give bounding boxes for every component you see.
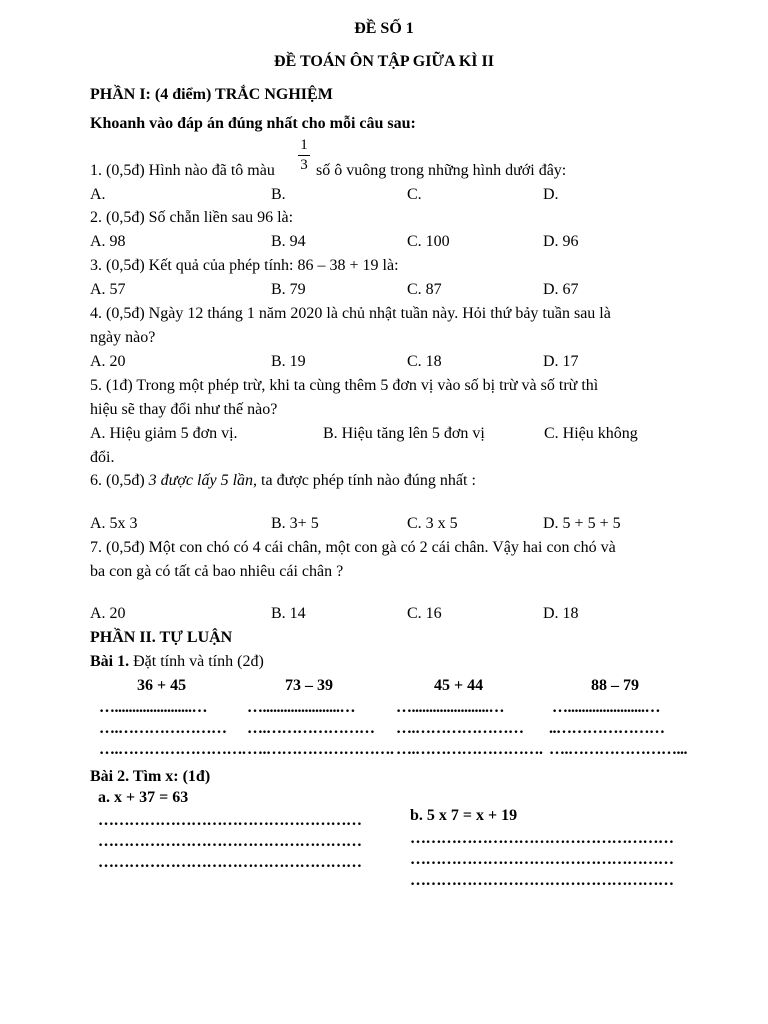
q7-option-b[interactable]: B. 14 [271,605,306,622]
question-5-line1: 5. (1đ) Trong một phép trừ, khi ta cùng thêm 5 đơn vị vào số bị trừ và số trừ thì [90,377,599,394]
q6-option-d[interactable]: D. 5 + 5 + 5 [543,515,621,532]
q7-option-c[interactable]: C. 16 [407,605,442,622]
q6-option-b[interactable]: B. 3+ 5 [271,515,319,532]
q2-option-c[interactable]: C. 100 [407,233,450,250]
answer-line[interactable]: …......................… [552,699,660,716]
fraction-denominator: 3 [300,157,308,173]
question-6 [90,471,476,491]
question-6-prefix: 6. (0,5đ) [90,472,149,489]
document-title: ĐỀ SỐ 1 [354,20,414,37]
q3-option-b[interactable]: B. 79 [271,281,306,298]
question-7-line1: 7. (0,5đ) Một con chó có 4 cái chân, một con gà có 2 cái chân. Vậy hai con chó và [90,539,616,556]
bai2-part-a: a. x + 37 = 63 [98,789,189,806]
bai1-label: Bài 1. [90,653,130,670]
fraction-bar [298,155,310,156]
bai1-problem-4: 88 – 79 [591,677,639,694]
q4-option-c[interactable]: C. 18 [407,353,442,370]
answer-line[interactable]: …………………………………………… [410,830,674,847]
answer-line[interactable]: ..………………… [549,720,665,737]
q1-option-a[interactable]: A. [90,186,106,203]
bai1-problem-2: 73 – 39 [285,677,333,694]
answer-line[interactable]: ….……………………. [396,741,543,758]
document-subtitle: ĐỀ TOÁN ÔN TẬP GIỮA KÌ II [274,53,494,70]
bai1-title [90,652,264,672]
q1-option-b[interactable]: B. [271,186,286,203]
question-4-line1: 4. (0,5đ) Ngày 12 tháng 1 năm 2020 là chủ nhật tuần này. Hỏi thứ bảy tuần sau là [90,305,611,322]
q2-option-d[interactable]: D. 96 [543,233,579,250]
bai2-part-b: b. 5 x 7 = x + 19 [410,807,518,824]
answer-line[interactable]: …......................… [99,699,207,716]
q3-option-c[interactable]: C. 87 [407,281,442,298]
answer-line[interactable]: …………………………………………… [98,833,362,850]
q6-option-c[interactable]: C. 3 x 5 [407,515,458,532]
q4-option-b[interactable]: B. 19 [271,353,306,370]
question-6-suffix: , ta được phép tính nào đúng nhất : [253,472,476,489]
q3-option-a[interactable]: A. 57 [90,281,126,298]
q5-option-b[interactable]: B. Hiệu tăng lên 5 đơn vị [323,425,485,442]
q2-option-b[interactable]: B. 94 [271,233,306,250]
answer-line[interactable]: ….………………… [99,720,227,737]
bai1-text: Đặt tính và tính (2đ) [129,653,264,670]
answer-line[interactable]: …………………………………………… [410,851,674,868]
q7-option-a[interactable]: A. 20 [90,605,126,622]
part1-heading: PHẦN I: (4 điểm) TRẮC NGHIỆM [90,86,333,103]
answer-line[interactable]: ….………………… [247,720,375,737]
q1-option-c[interactable]: C. [407,186,422,203]
answer-line[interactable]: ….…………………... [549,741,687,758]
q6-option-a[interactable]: A. 5x 3 [90,515,138,532]
question-1-suffix: số ô vuông trong những hình dưới đây: [316,162,567,179]
bai1-problem-3: 45 + 44 [434,677,484,694]
answer-line[interactable]: …………………………………………… [410,872,674,889]
answer-line[interactable]: …………………………………………… [98,854,362,871]
part1-instruction: Khoanh vào đáp án đúng nhất cho mỗi câu sau: [90,115,416,132]
question-1-prefix: 1. (0,5đ) Hình nào đã tô màu [90,162,275,179]
question-6-italic: 3 được lấy 5 lần [148,472,254,489]
q5-option-c[interactable]: C. Hiệu không [544,425,638,442]
q1-option-d[interactable]: D. [543,186,559,203]
answer-line[interactable]: …......................… [247,699,355,716]
question-7-line2: ba con gà có tất cả bao nhiêu cái chân ? [90,563,344,580]
part2-heading: PHẦN II. TỰ LUẬN [90,629,233,646]
q4-option-a[interactable]: A. 20 [90,353,126,370]
answer-line[interactable]: ….……………………. [247,741,394,758]
answer-line[interactable]: ….………………… [396,720,524,737]
q4-option-d[interactable]: D. 17 [543,353,579,370]
answer-line[interactable]: …......................… [396,699,504,716]
bai2-heading: Bài 2. Tìm x: (1đ) [90,768,211,785]
bai1-problem-1: 36 + 45 [137,677,187,694]
q5-option-a[interactable]: A. Hiệu giảm 5 đơn vị. [90,425,238,442]
question-2: 2. (0,5đ) Số chẵn liền sau 96 là: [90,209,294,226]
q2-option-a[interactable]: A. 98 [90,233,126,250]
question-4-line2: ngày nào? [90,329,156,346]
question-5-line2: hiệu sẽ thay đổi như thế nào? [90,401,278,418]
q3-option-d[interactable]: D. 67 [543,281,579,298]
fraction-numerator: 1 [300,137,308,153]
question-3: 3. (0,5đ) Kết quả của phép tính: 86 – 38 + 19 là: [90,257,399,274]
q5-option-c-cont: đổi. [90,449,115,466]
answer-line[interactable]: …………………………………………… [98,812,362,829]
answer-line[interactable]: ….……………………. [99,741,246,758]
q7-option-d[interactable]: D. 18 [543,605,579,622]
